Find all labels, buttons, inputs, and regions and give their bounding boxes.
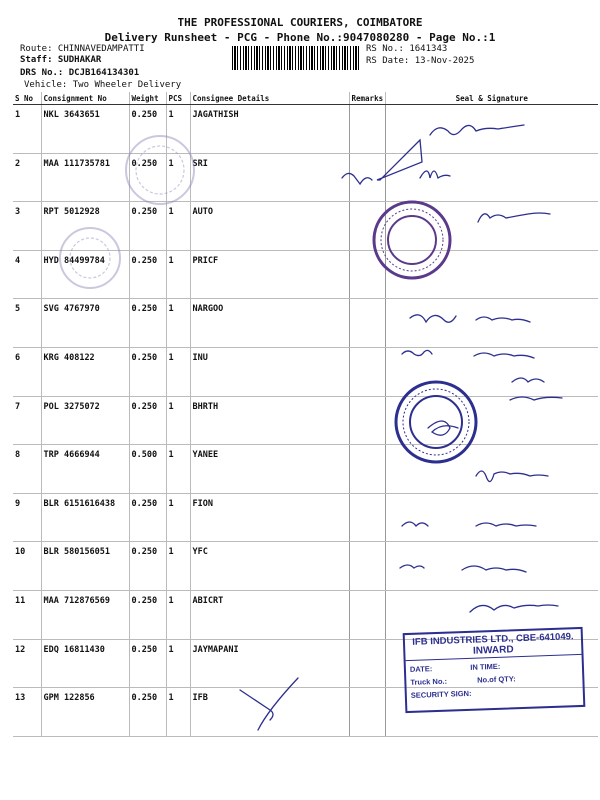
runsheet-subtitle: Delivery Runsheet - PCG - Phone No.:9047080280 - Page No.:1 — [104, 31, 496, 44]
row-consignment: BLR 580156051 — [41, 542, 129, 591]
row-pcs: 1 — [166, 105, 190, 154]
row-sno: 11 — [13, 590, 41, 639]
stamp-date: DATE: — [409, 664, 433, 674]
row-pcs: 1 — [166, 542, 190, 591]
row-sno: 5 — [13, 299, 41, 348]
company-round-stamp — [374, 202, 450, 278]
company-title: THE PROFESSIONAL COURIERS, COIMBATORE — [177, 16, 423, 29]
row-consignee: IFB — [190, 688, 349, 737]
row-weight: 0.250 — [129, 105, 166, 154]
row-weight: 0.250 — [129, 590, 166, 639]
col-header-remarks: Remarks — [349, 92, 385, 105]
row-consignee: YFC — [190, 542, 349, 591]
row-sno: 6 — [13, 347, 41, 396]
ifb-inward-stamp — [403, 627, 586, 713]
row-consignment: MAA 712876569 — [41, 590, 129, 639]
row-consignment: KRG 408122 — [41, 347, 129, 396]
row-sno: 12 — [13, 639, 41, 688]
row-consignment: POL 3275072 — [41, 396, 129, 445]
row-consignment: MAA 111735781 — [41, 153, 129, 202]
rs-date: RS Date: 13-Nov-2025 — [366, 56, 475, 66]
stamp-truck-row — [410, 672, 582, 687]
stamp-qty: No.of QTY: — [476, 674, 516, 685]
row-weight: 0.500 — [129, 445, 166, 494]
row-consignee: SRI — [190, 153, 349, 202]
row-consignee: ABICRT — [190, 590, 349, 639]
row-pcs: 1 — [166, 153, 190, 202]
row-consignment: SVG 4767970 — [41, 299, 129, 348]
row-consignee: FION — [190, 493, 349, 542]
row-consignee: JAGATHISH — [190, 105, 349, 154]
row-pcs: 1 — [166, 493, 190, 542]
row-sno: 3 — [13, 202, 41, 251]
stamp-company: IFB INDUSTRIES LTD., CBE-641049. — [412, 631, 574, 648]
row-consignee: PRICF — [190, 250, 349, 299]
col-header-consignee: Consignee Details — [190, 92, 349, 105]
row-sno: 9 — [13, 493, 41, 542]
row-weight: 0.250 — [129, 153, 166, 202]
row-sno: 10 — [13, 542, 41, 591]
staff-label: Staff: SUDHAKAR — [20, 55, 102, 65]
stamp-inward: INWARD — [405, 642, 581, 661]
col-header-weight: Weight — [129, 92, 166, 105]
row-sno: 2 — [13, 153, 41, 202]
row-consignee: AUTO — [190, 202, 349, 251]
row-consignee: NARGOO — [190, 299, 349, 348]
row-consignment: RPT 5012928 — [41, 202, 129, 251]
row-consignment: HYD 84499784 — [41, 250, 129, 299]
row-consignee: YANEE — [190, 445, 349, 494]
row-weight: 0.250 — [129, 202, 166, 251]
stamp-security-row — [411, 685, 583, 700]
row-consignment: TRP 4666944 — [41, 445, 129, 494]
row-pcs: 1 — [166, 250, 190, 299]
route-label: Route: CHINNAVEDAMPATTI — [20, 44, 145, 54]
row-consignment: EDQ 16811430 — [41, 639, 129, 688]
stamp-in-time: IN TIME: — [470, 661, 501, 672]
row-pcs: 1 — [166, 688, 190, 737]
row-pcs: 1 — [166, 639, 190, 688]
row-pcs: 1 — [166, 590, 190, 639]
row-consignment: NKL 3643651 — [41, 105, 129, 154]
row-pcs: 1 — [166, 445, 190, 494]
row-consignment: GPM 122856 — [41, 688, 129, 737]
row-sno: 7 — [13, 396, 41, 445]
drs-label: DRS No.: DCJB164134301 — [20, 68, 140, 78]
row-pcs: 1 — [166, 347, 190, 396]
row-weight: 0.250 — [129, 542, 166, 591]
row-consignment: BLR 6151616438 — [41, 493, 129, 542]
row-sno: 4 — [13, 250, 41, 299]
stamp-date-row — [410, 659, 582, 674]
row-pcs: 1 — [166, 299, 190, 348]
row-weight: 0.250 — [129, 250, 166, 299]
row-pcs: 1 — [166, 396, 190, 445]
row-sno: 1 — [13, 105, 41, 154]
col-header-consignment: Consignment No — [41, 92, 129, 105]
row-weight: 0.250 — [129, 688, 166, 737]
row-sno: 8 — [13, 445, 41, 494]
stamp-truck-no: Truck No.: — [410, 676, 448, 687]
row-weight: 0.250 — [129, 299, 166, 348]
row-pcs: 1 — [166, 202, 190, 251]
vehicle-label: Vehicle: Two Wheeler Delivery — [24, 80, 182, 90]
row-weight: 0.250 — [129, 396, 166, 445]
col-header-sno: S No — [13, 92, 41, 105]
row-weight: 0.250 — [129, 639, 166, 688]
col-header-pcs: PCS — [166, 92, 190, 105]
stamp-security-sign: SECURITY SIGN: — [410, 688, 472, 700]
col-header-signature: Seal & Signature — [385, 92, 598, 105]
row-consignee: INU — [190, 347, 349, 396]
row-sno: 13 — [13, 688, 41, 737]
faded-round-stamp — [60, 136, 194, 288]
row-consignee: JAYMAPANI — [190, 639, 349, 688]
row-weight: 0.250 — [129, 493, 166, 542]
rs-number: RS No.: 1641343 — [366, 44, 448, 54]
row-weight: 0.250 — [129, 347, 166, 396]
row-consignee: BHRTH — [190, 396, 349, 445]
